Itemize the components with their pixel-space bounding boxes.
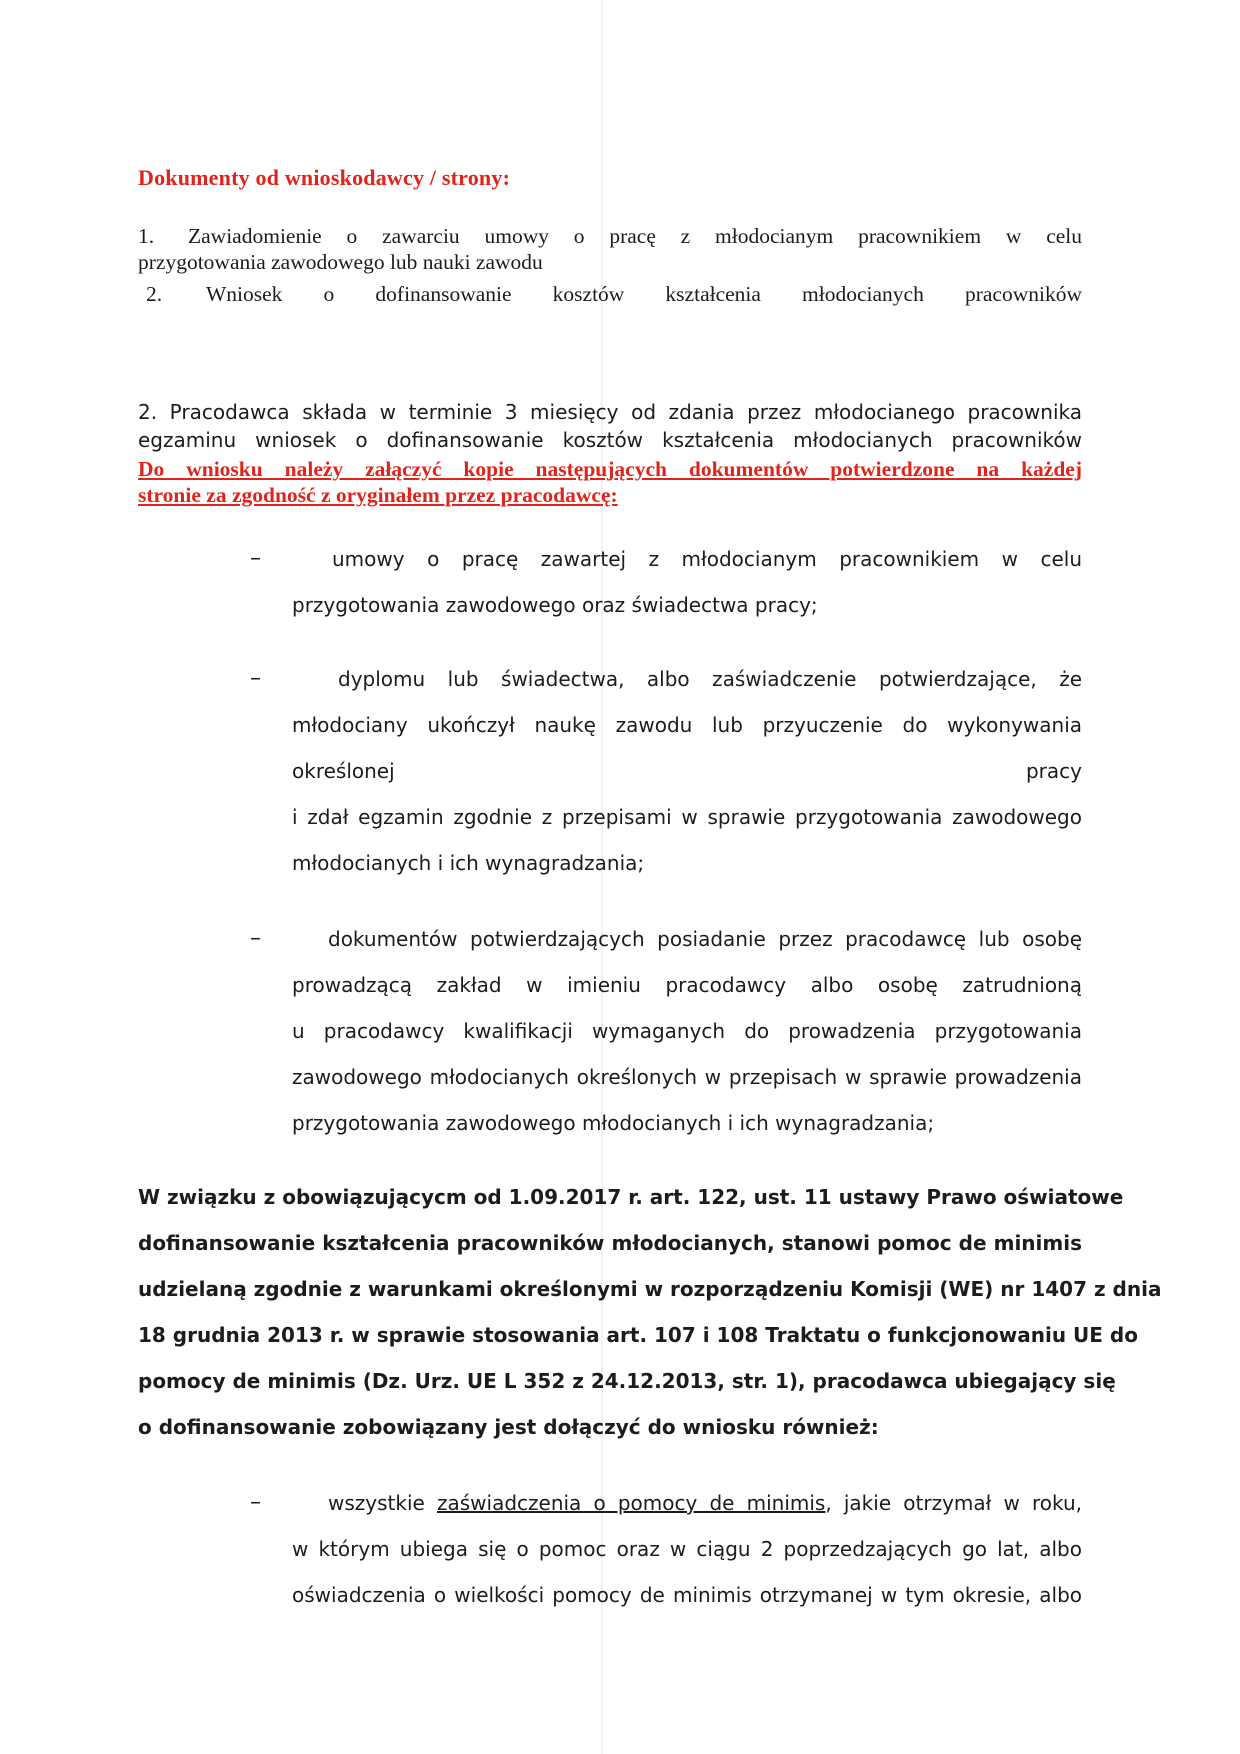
bullet-line: w którym ubiega się o pomoc oraz w ciągu 2 poprzedzających go lat, albo	[292, 1537, 1082, 1561]
bullet-word: pracy	[1025, 759, 1082, 783]
paragraph-line: 2. Pracodawca składa w terminie 3 miesięcy od zdania przez młodocianego pracownika	[138, 400, 1082, 424]
dash-bullet: –	[250, 926, 261, 951]
bullet-word: , jakie otrzymał w roku,	[825, 1491, 1082, 1515]
bullet-body	[292, 656, 1082, 886]
bullet-line	[292, 1480, 1082, 1526]
bullet-body	[292, 536, 1082, 628]
bullet-line	[292, 748, 1082, 794]
dash-bullet: –	[250, 666, 261, 691]
list-item-text: przygotowania zawodowego lub nauki zawodu	[138, 250, 543, 274]
list-number: 2.	[146, 282, 163, 306]
red-instruction	[138, 456, 1082, 508]
paragraph-line: pomocy de minimis (Dz. Urz. UE L 352 z 24.12.2013, str. 1), pracodawca ubiegający się	[138, 1369, 1116, 1393]
red-instruction-line: Do wniosku należy załączyć kopie następujących dokumentów potwierdzone na każdej	[138, 457, 1082, 481]
bullet-word: określonej	[292, 759, 395, 783]
red-instruction-line: stronie za zgodność z oryginałem przez pracodawcę:	[138, 483, 618, 507]
list-item-text: Wniosek o dofinansowanie kosztów kształcenia młodocianych pracowników	[206, 282, 1082, 306]
bullet-line: umowy o pracę zawartej z młodocianym pracownikiem w celu	[332, 547, 1082, 571]
bullet-word: wszystkie	[328, 1491, 425, 1515]
list-number: 1.	[138, 224, 155, 248]
bullet-line: dokumentów potwierdzających posiadanie przez pracodawcę lub osobę	[328, 927, 1082, 951]
paragraph-2	[138, 398, 1082, 454]
bullet-line: oświadczenia o wielkości pomocy de minimis otrzymanej w tym okresie, albo	[292, 1583, 1082, 1607]
bullet-line: zawodowego młodocianych określonych w przepisach w sprawie prowadzenia	[292, 1065, 1082, 1089]
bullet-line: przygotowania zawodowego oraz świadectwa pracy;	[292, 593, 818, 617]
list-item-text: Zawiadomienie o zawarciu umowy o pracę z młodocianym pracownikiem w celu	[188, 224, 1082, 248]
paragraph-line: o dofinansowanie zobowiązany jest dołączyć do wniosku również:	[138, 1415, 879, 1439]
dash-bullet: –	[250, 1490, 261, 1515]
paragraph-line: W związku z obowiązującycm od 1.09.2017 r. art. 122, ust. 11 ustawy Prawo oświatowe	[138, 1185, 1124, 1209]
bullet-line: dyplomu lub świadectwa, albo zaświadczenie potwierdzające, że	[338, 667, 1082, 691]
section-heading: Dokumenty od wnioskodawcy / strony:	[138, 165, 511, 190]
paragraph-line: egzaminu wniosek o dofinansowanie kosztów kształcenia młodocianych pracowników	[138, 428, 1082, 452]
paragraph-line: dofinansowanie kształcenia pracowników młodocianych, stanowi pomoc de minimis	[138, 1231, 1082, 1255]
bullet-line: młodociany ukończył naukę zawodu lub przyuczenie do wykonywania	[292, 713, 1082, 737]
bullet-line: prowadzącą zakład w imieniu pracodawcy albo osobę zatrudnioną	[292, 973, 1082, 997]
list-item-1	[138, 223, 1082, 275]
bullet-body	[292, 916, 1082, 1146]
bullet-body	[292, 1480, 1082, 1618]
bullet-line: przygotowania zawodowego młodocianych i ich wynagradzania;	[292, 1111, 935, 1135]
bullet-line: młodocianych i ich wynagradzania;	[292, 851, 645, 875]
de-minimis-certificates-link[interactable]: zaświadczenia o pomocy de minimis	[436, 1491, 826, 1515]
de-minimis-paragraph	[138, 1174, 1162, 1450]
paragraph-line: udzielaną zgodnie z warunkami określonymi w rozporządzeniu Komisji (WE) nr 1407 z dnia	[138, 1277, 1162, 1301]
bullet-line: u pracodawcy kwalifikacji wymaganych do prowadzenia przygotowania	[292, 1019, 1082, 1043]
paragraph-line: 18 grudnia 2013 r. w sprawie stosowania art. 107 i 108 Traktatu o funkcjonowaniu UE do	[138, 1323, 1138, 1347]
bullet-line: i zdał egzamin zgodnie z przepisami w sprawie przygotowania zawodowego	[292, 805, 1082, 829]
list-item-2	[138, 281, 1082, 307]
dash-bullet: –	[250, 546, 261, 571]
